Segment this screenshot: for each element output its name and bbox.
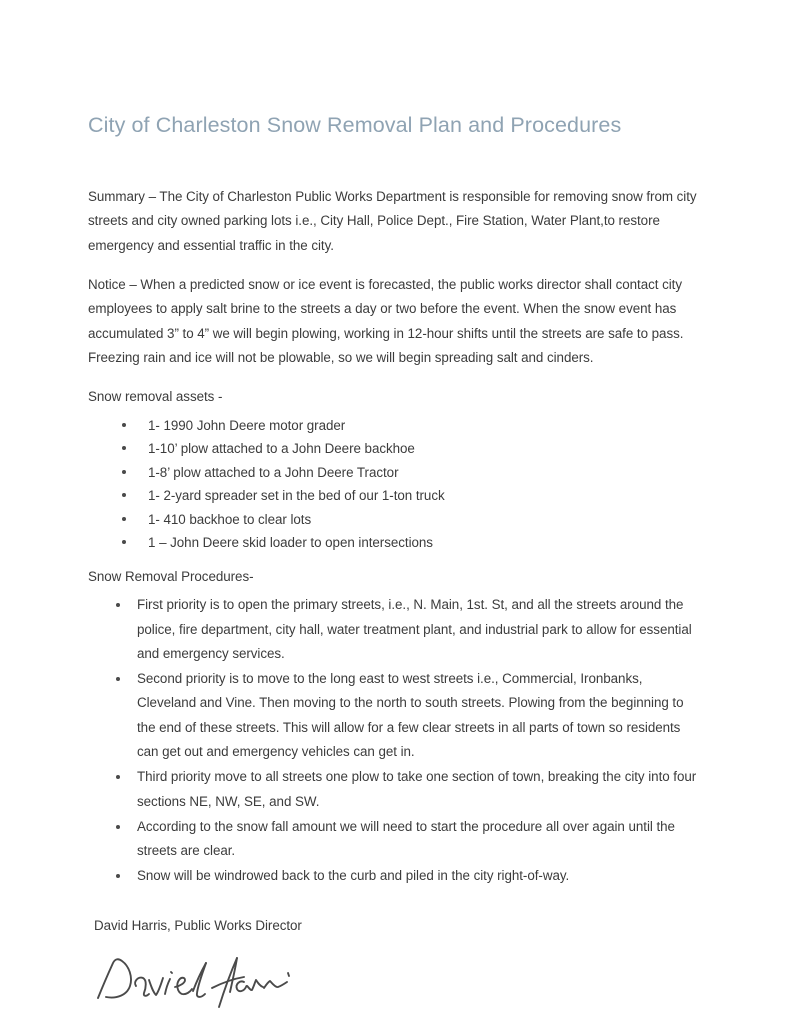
- list-item-label: Snow will be windrowed back to the curb and piled in the city right-of-way.: [137, 868, 570, 884]
- list-item-label: Third priority move to all streets one plow to take one section of town, breaking the city into four sections NE, NW, SE, and SW.: [137, 769, 697, 809]
- list-item: [88, 593, 702, 666]
- list-item-label: 1 – John Deere skid loader to open intersections: [148, 535, 433, 551]
- list-item: [88, 864, 702, 888]
- bullet-icon: [116, 775, 120, 779]
- snow-removal-procedures-list: [88, 593, 702, 889]
- list-item: [88, 461, 702, 485]
- list-item-label: 1- 1990 John Deere motor grader: [148, 417, 346, 433]
- list-item: [88, 765, 702, 814]
- list-item-label: First priority is to open the primary streets, i.e., N. Main, 1st. St, and all the streets around the police, fire department, city hall, water treatment plant, and industrial park to allow for essential and emergency services.: [137, 597, 692, 661]
- list-item-label: According to the snow fall amount we will need to start the procedure all over again until the streets are clear.: [137, 818, 675, 859]
- document-body: [88, 112, 702, 1012]
- signature: [88, 950, 702, 1012]
- list-item-label: Second priority is to move to the long east to west streets i.e., Commercial, Ironbanks, Cleveland and Vine. Then moving to the north to south streets. Plowing from the beginning to the end of these streets. This will allow for a few clear streets in all parts of town so residents can get out and emergency vehicles can get in.: [137, 671, 684, 759]
- snow-removal-assets-list: [88, 414, 702, 555]
- list-item-label: 1- 410 backhoe to clear lots: [148, 511, 312, 527]
- bullet-icon: [122, 540, 126, 544]
- list-item-label: 1-8’ plow attached to a John Deere Tractor: [148, 464, 399, 480]
- list-item: [88, 508, 702, 532]
- list-item: [88, 815, 702, 864]
- bullet-icon: [122, 423, 126, 427]
- handwritten-signature-icon: [92, 950, 322, 1008]
- list-item: [88, 437, 702, 461]
- bullet-icon: [122, 517, 126, 521]
- bullet-icon: [116, 874, 120, 878]
- list-item: [88, 667, 702, 764]
- list-item: [88, 531, 702, 555]
- bullet-icon: [122, 493, 126, 497]
- notice-paragraph: Notice – When a predicted snow or ice event is forecasted, the public works director shall contact city employees to apply salt brine to the streets a day or two before the event. When the snow event has accumulated 3” to 4” we will begin plowing, working in 12-hour shifts until the streets are safe to pass. Freezing rain and ice will not be plowable, so we will begin spreading salt and cinders.: [88, 276, 684, 366]
- signoff-name-and-title: David Harris, Public Works Director: [94, 917, 302, 933]
- bullet-icon: [122, 446, 126, 450]
- snow-removal-procedures-heading: Snow Removal Procedures-: [88, 568, 254, 584]
- list-item: [88, 414, 702, 438]
- page-title: City of Charleston Snow Removal Plan and Procedures: [88, 113, 622, 137]
- bullet-icon: [116, 825, 120, 829]
- list-item-label: 1-10’ plow attached to a John Deere backhoe: [148, 441, 415, 457]
- list-item: [88, 484, 702, 508]
- summary-paragraph: Summary – The City of Charleston Public Works Department is responsible for removing snow from city streets and city owned parking lots i.e., City Hall, Police Dept., Fire Station, Water Plant,to restore emergency and essential traffic in the city.: [88, 188, 697, 254]
- bullet-icon: [122, 470, 126, 474]
- bullet-icon: [116, 603, 120, 607]
- snow-removal-assets-heading: Snow removal assets -: [88, 389, 223, 405]
- bullet-icon: [116, 677, 120, 681]
- list-item-label: 1- 2-yard spreader set in the bed of our 1-ton truck: [148, 488, 445, 504]
